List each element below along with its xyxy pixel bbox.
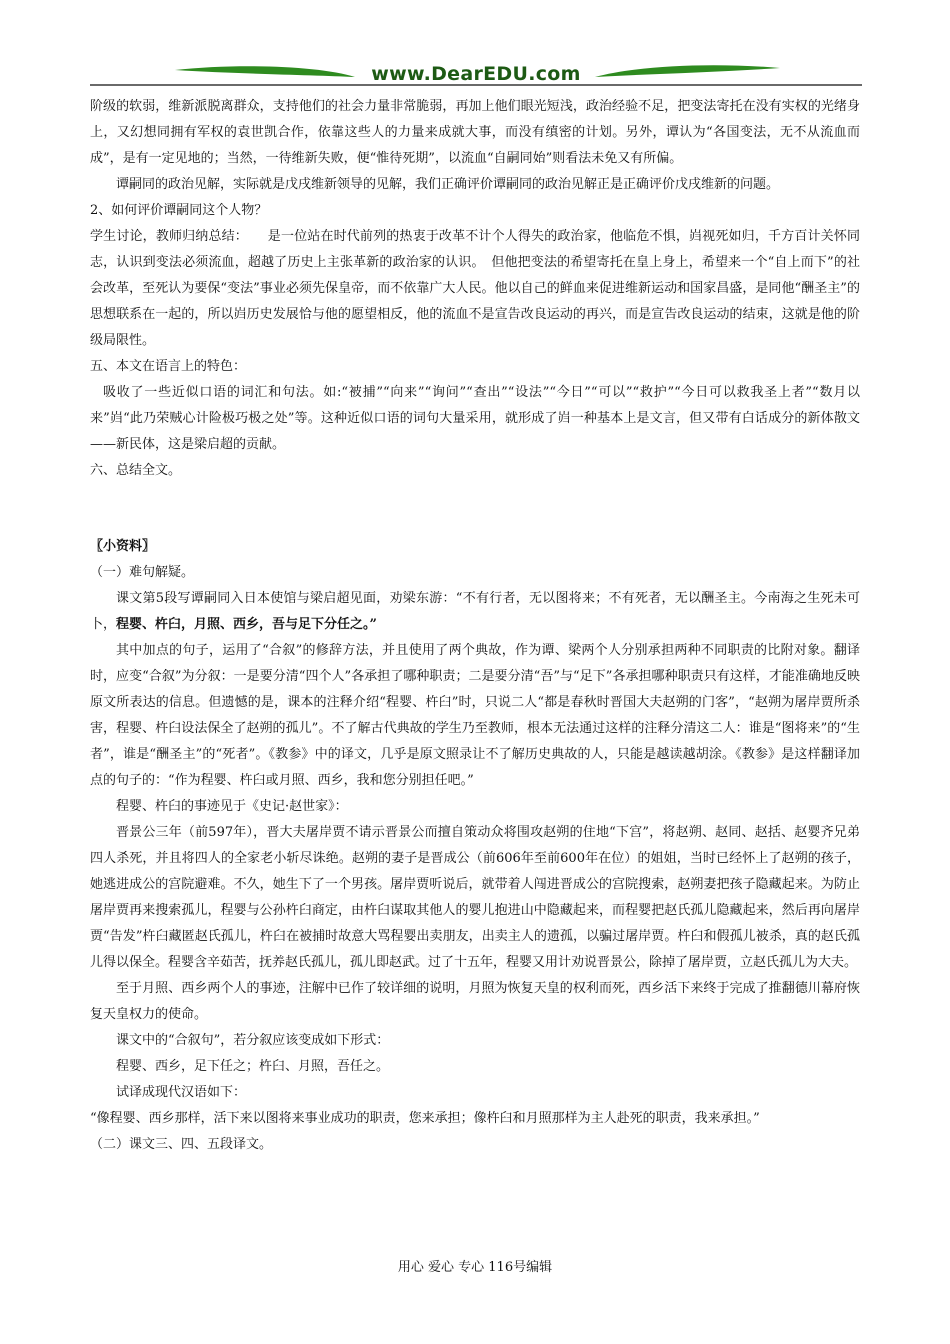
page-header — [90, 60, 862, 90]
paragraph: 学生讨论，教师归纳总结： 是一位站在时代前列的热衷于改革不计个人得失的政治家，他临危不惧，岿视死如归，千方百计关怀同志，认识到变法必须流血，超越了历史上主张革新的政治家的认识。 但他把变法的希望寄托在皇上身上，希望来一个“自上而下”的社会改革，至死认为要保“变法”事业必须先保皇帝，而不依靠广大人民。他以自己的鲜血来促进维新运动和国家昌盛，是同他“酬圣主”的思想联系在一起的，所以岿历史发展恰与他的愿望相反，他的流血不是宣告改良运动的再兴，而是宣告改良运动的结束，这就是他的阶级局限性。 — [90, 229, 860, 348]
document-body — [90, 94, 860, 1158]
paragraph: 谭嗣同的政治见解，实际就是戊戌维新领导的见解，我们正确评价谭嗣同的政治见解正是正确评价戊戌维新的问题。 — [116, 177, 780, 192]
paragraph: 吸收了一些近似口语的词汇和句法。如:“被捕”“向来”“询问”“查出”“设法”“今日”“可以”“救护”“今日可以救我圣上者”“数月以来”岿“此乃荣贼心计险极巧极之处”等。这种近似口语的词句大量采用，就形成了岿一种基本上是文言，但又带有白话成分的新体散文——新民体，这是梁启超的贡献。 — [90, 385, 860, 452]
paragraph: 程婴、杵臼的事迹见于《史记·赵世家》： — [116, 799, 348, 814]
blank-space — [90, 484, 860, 534]
site-logo[interactable]: www.DearEDU.com — [371, 63, 581, 85]
section-heading: 五、本文在语言上的特色： — [90, 359, 247, 374]
section-heading: 六、总结全文。 — [90, 463, 182, 478]
section-heading: 2、如何评价谭嗣同这个人物？ — [90, 203, 268, 218]
paragraph: 程婴、西乡，足下任之；杵臼、月照，吾任之。 — [116, 1059, 390, 1074]
subsection-heading: （一）难句解疑。 — [90, 565, 195, 580]
paragraph: 晋景公三年（前597年），晋大夫屠岸贾不请示晋景公而擅自策动众将围攻赵朔的住地“下宫”，将赵朔、赵同、赵括、赵婴齐兄弟四人杀死，并且将四人的全家老小斩尽诛绝。赵朔的妻子是晋成公（前606年至前600年在位）的姐姐，当时已经怀上了赵朔的孩子，她逃进成公的宫院避难。不久，她生下了一个男孩。屠岸贾听说后，就带着人闯进晋成公的宫院搜索，赵朔妻把孩子隐藏起来。为防止屠岸贾再来搜索孤儿，程婴与公孙杵臼商定，由杵臼谋取其他人的婴儿抱进山中隐藏起来，而程婴把赵氏孤儿隐藏起来，然后再向屠岸贾“告发”杵臼藏匿赵氏孤儿，杵臼在被捕时故意大骂程婴出卖朋友，出卖主人的遗孤，以骗过屠岸贾。杵臼和假孤儿被杀，真的赵氏孤儿得以保全。程婴含辛茹苦，抚养赵氏孤儿，孤儿即赵武。过了十五年，程婴又用计劝说晋景公，除掉了屠岸贾，立赵氏孤儿为大夫。 — [90, 825, 860, 970]
page-footer: 用心 爱心 专心 116号编辑 — [397, 1260, 553, 1275]
paragraph: “像程婴、西乡那样，活下来以图将来事业成功的职责，您来承担；像杵臼和月照那样为主人赴死的职责，我来承担。” — [90, 1111, 760, 1126]
section-heading: 〖小资料〗 — [90, 539, 156, 554]
paragraph: 至于月照、西乡两个人的事迹，注解中已作了较详细的说明，月照为恢复天皇的权利而死，西乡活下来终于完成了推翻德川幕府恢复天皇权力的使命。 — [90, 981, 860, 1022]
subsection-heading: （二）课文三、四、五段译文。 — [90, 1137, 273, 1152]
paragraph-text: 课文第5段写谭嗣同入日本使馆与梁启超见面，劝梁东游：“不有行者，无以图将来；不有死者，无以酬圣主。今南海之生死未可卜， — [90, 591, 860, 632]
emphasized-sentence: 程婴、杵臼，月照、西乡，吾与足下分任之。” — [116, 617, 377, 632]
paragraph: 试译成现代汉语如下： — [116, 1085, 247, 1100]
paragraph — [90, 586, 860, 638]
paragraph: 课文中的“合叙句”，若分叙应该变成如下形式： — [116, 1033, 390, 1048]
paragraph: 阶级的软弱，维新派脱离群众，支持他们的社会力量非常脆弱，再加上他们眼光短浅，政治经验不足，把变法寄托在没有实权的光绪身上，又幻想同拥有军权的袁世凯合作，依靠这些人的力量来成就大事，而没有缜密的计划。另外，谭认为“各国变法，无不从流血而成”，是有一定见地的；当然，一待维新失败，便“惟待死期”，以流血“自嗣同始”则看法未免又有所偏。 — [90, 99, 860, 166]
paragraph: 其中加点的句子，运用了“合叙”的修辞方法，并且使用了两个典故，作为谭、梁两个人分别承担两种不同职责的比附对象。翻译时，应变“合叙”为分叙：一是要分清“四个人”各承担了哪种职责；二是要分清“吾”与“足下”各承担哪种职责只有这样，才能准确地反映原文所表达的信息。但遗憾的是，课本的注释介绍“程婴、杵臼”时，只说二人“都是春秋时晋国大夫赵朔的门客”，“赵朔为屠岸贾所杀害，程婴、杵臼设法保全了赵朔的孤儿”。不了解古代典故的学生乃至教师，根本无法通过这样的注释分清这二人：谁是“图将来”的“生者”，谁是“酬圣主”的“死者”。《教参》中的译文，几乎是原文照录让不了解历史典故的人，只能是越读越胡涂。《教参》是这样翻译加点的句子的：“作为程婴、杵臼或月照、西乡，我和您分别担任吧。” — [90, 643, 860, 788]
